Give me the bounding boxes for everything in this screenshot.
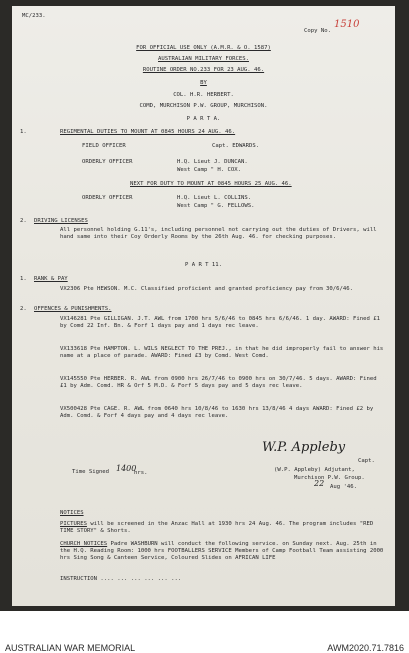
section-title: OFFENCES & PUNISHMENTS. <box>34 306 112 312</box>
part-b-heading: P A R T 11. <box>184 262 223 268</box>
duty-officer: H.Q. Lieut J. DUNCAN. <box>177 159 248 165</box>
duty-officer: West Camp " G. FELLOWS. <box>177 203 255 209</box>
section-number: 2. <box>20 218 27 224</box>
signatory-name: (W.P. Appleby) Adjutant, <box>274 467 355 473</box>
command-name: COMD, MURCHISON P.W. GROUP, MURCHISON. <box>139 103 268 109</box>
section-title: REGIMENTAL DUTIES TO MOUNT AT 0845 HOURS 24 AUG. 46. <box>60 129 236 135</box>
copy-number-handwritten: 1510 <box>334 19 360 30</box>
section-number: 1. <box>20 276 27 282</box>
section-number: 2. <box>20 306 27 312</box>
part-a-heading: P A R T A. <box>186 116 221 122</box>
signatory-rank: Capt. <box>358 458 375 464</box>
date-day-handwritten: 22 <box>314 479 325 488</box>
cutoff-line: INSTRUCTION .... ... ... ... ... ... <box>60 576 182 582</box>
by-line: BY <box>200 80 207 86</box>
time-signed-unit: hrs. <box>134 470 148 476</box>
routine-order-page <box>12 6 395 606</box>
signatory-unit: Murchison P.W. Group. <box>294 475 365 481</box>
restriction-notice: FOR OFFICIAL USE ONLY (A.M.R. & O. 1587) <box>136 45 271 51</box>
section-title: RANK & PAY <box>34 276 68 282</box>
duty-officer: Capt. EDWARDS. <box>212 143 260 149</box>
time-signed-label: Time Signed <box>72 469 110 475</box>
section-title: DRIVING LICENSES <box>34 218 88 224</box>
offence-entry: VX146281 Pte GILLIGAN. J.T. AWL from 1700 hrs 5/6/46 to 0845 hrs 6/6/46. 1 day. AWARD: Fined £1 by Comd 22 Inf. Bn. & Forf 1 days pay and 1 days rec leave. <box>60 316 380 329</box>
handwritten-signature: W.P. Appleby <box>262 440 346 455</box>
pictures-label: PICTURES <box>60 521 87 527</box>
offence-entry: VX500428 Pte CAGE. R. AWL from 0640 hrs 10/8/46 to 1630 hrs 13/8/46 4 days AWARD: Fined £2 by Adm. Comd. & Forf 4 days pay and 4 days rec leave. <box>60 406 374 419</box>
duty-officer: West Camp " H. COX. <box>177 167 241 173</box>
duty-role-label: FIELD OFFICER <box>82 143 126 149</box>
next-duty-title: NEXT FOR DUTY TO MOUNT AT 0845 HOURS 25 AUG. 46. <box>130 181 292 187</box>
order-title: ROUTINE ORDER NO.233 FOR 23 AUG. 46. <box>142 67 265 73</box>
offence-entry: VX133618 Pte HAMPTON. L. WILS NEGLECT TO THE PREJ., in that he did improperly fail to answer his name at a place of parade. AWARD: Fined £3 by Comd. West Comd. <box>60 346 384 359</box>
duty-role-label: ORDERLY OFFICER <box>82 159 133 165</box>
section-body: All personnel holding G.11's, including personnel not carrying out the duties of Drivers, will hand same into their Coy Orderly Rooms by the 26th Aug. 46. for checking purposes. <box>60 227 377 240</box>
archive-caption <box>0 611 409 653</box>
archive-accession-number: AWM2020.71.7816 <box>327 643 404 653</box>
offence-entry: VX145550 Pte HERBER. R. AWL from 0900 hrs 26/7/46 to 0900 hrs on 30/7/46. 5 days. AWARD: Fined £1 by Adm. Comd. HR & Orf 5 M.D. & Forf 5 days pay and 5 days rec leave. <box>60 376 377 389</box>
church-text: Padre WASHBURN will conduct the following service. on Sunday next. Aug. 25th in the H.Q. Reading Room: 1000 hrs FOOTBALLERS SERVICE Members of Camp Football Team assisting 2000 hrs Sing Song & Canteen Service, Coloured Slides on AFRICAN LIFE <box>60 541 384 561</box>
duty-officer: H.Q. Lieut L. COLLINS. <box>177 195 252 201</box>
church-notice <box>60 541 385 562</box>
section-body: VX2306 Pte HEWSON. M.C. Classified proficient and granted proficiency pay from 30/6/46. <box>60 286 353 292</box>
section-number: 1. <box>20 129 27 135</box>
force-name: AUSTRALIAN MILITARY FORCES. <box>158 56 249 62</box>
order-reference: MC/233. <box>22 13 46 19</box>
copy-number-label: Copy No. <box>304 28 331 34</box>
pictures-notice <box>60 521 385 535</box>
date-rest: Aug '46. <box>330 484 357 490</box>
duty-role-label: ORDERLY OFFICER <box>82 195 133 201</box>
church-label: CHURCH NOTICES <box>60 541 108 547</box>
time-signed-value: 1400 <box>116 464 137 473</box>
commander-name: COL. H.R. HERBERT. <box>173 92 234 98</box>
notices-heading: NOTICES <box>60 510 84 516</box>
pictures-text: will be screened in the Anzac Hall at 1930 hrs 24 Aug. 46. The program includes "RED TIME STORY" & Shorts. <box>60 521 374 534</box>
archive-name: AUSTRALIAN WAR MEMORIAL <box>5 643 136 653</box>
